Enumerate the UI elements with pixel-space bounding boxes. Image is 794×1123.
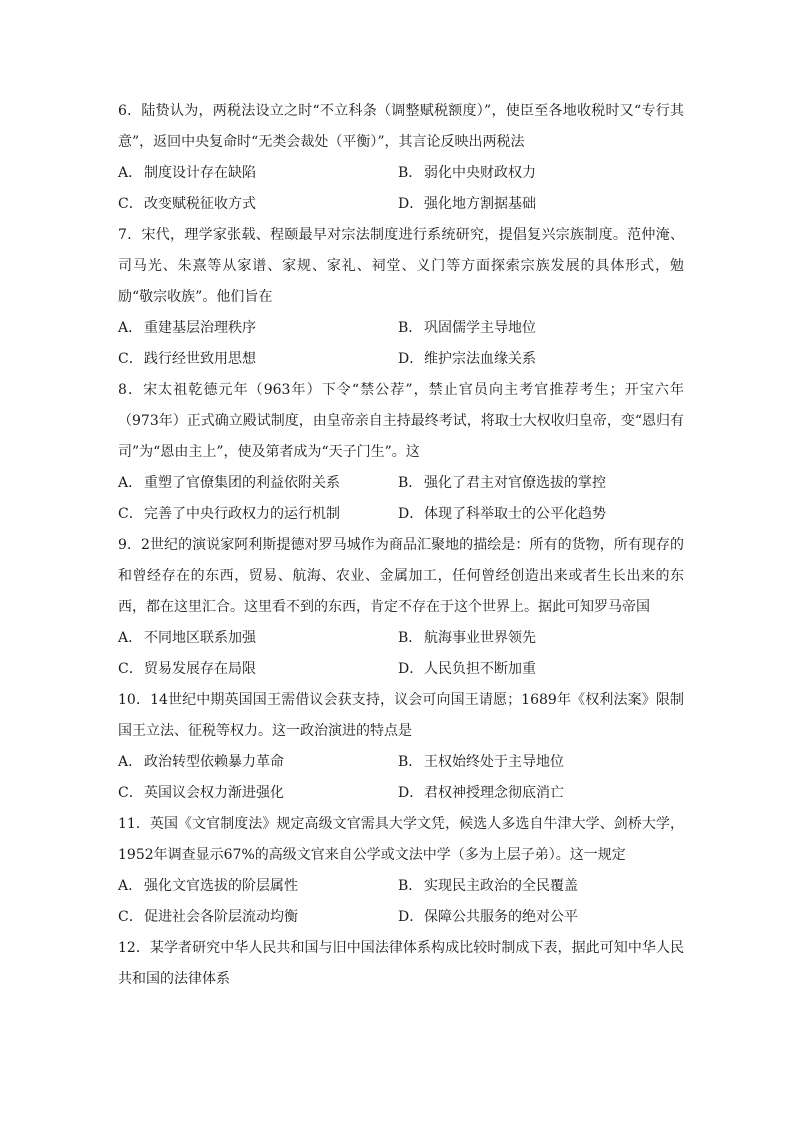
question-11 xyxy=(118,809,684,933)
option-text: 巩固儒学主导地位 xyxy=(424,320,536,336)
option-text: 制度设计存在缺陷 xyxy=(144,165,256,181)
option-d xyxy=(398,344,678,375)
option-a xyxy=(118,158,398,189)
option-d xyxy=(398,499,678,530)
option-list xyxy=(118,871,684,933)
option-b xyxy=(398,313,678,344)
option-text: 改变赋税征收方式 xyxy=(144,196,256,212)
option-text: 君权神授理念彻底消亡 xyxy=(424,785,564,801)
option-letter: C． xyxy=(118,661,143,677)
option-a xyxy=(118,468,398,499)
option-letter: B． xyxy=(398,630,423,646)
option-d xyxy=(398,902,678,933)
option-letter: A． xyxy=(118,165,143,181)
option-letter: A． xyxy=(118,475,143,491)
option-letter: B． xyxy=(398,320,423,336)
option-c xyxy=(118,344,398,375)
option-text: 重建基层治理秩序 xyxy=(144,320,256,336)
option-a xyxy=(118,871,398,902)
option-b xyxy=(398,158,678,189)
exam-page xyxy=(118,96,684,995)
question-stem: 11．英国《文官制度法》规定高级文官需具大学文凭，候选人多选自牛津大学、剑桥大学，1952年调查显示67%的高级文官来自公学或文法中学（多为上层子弟）。这一规定 xyxy=(118,816,684,863)
option-list xyxy=(118,623,684,685)
option-d xyxy=(398,654,678,685)
option-letter: C． xyxy=(118,506,143,522)
option-list xyxy=(118,158,684,220)
option-text: 实现民主政治的全民覆盖 xyxy=(424,878,578,894)
option-c xyxy=(118,499,398,530)
option-c xyxy=(118,778,398,809)
question-6 xyxy=(118,96,684,220)
option-letter: D． xyxy=(398,196,424,212)
question-10 xyxy=(118,685,684,809)
option-text: 不同地区联系加强 xyxy=(144,630,256,646)
option-text: 英国议会权力渐进强化 xyxy=(144,785,284,801)
option-d xyxy=(398,189,678,220)
option-letter: D． xyxy=(398,661,424,677)
option-text: 维护宗法血缘关系 xyxy=(424,351,536,367)
option-b xyxy=(398,623,678,654)
option-text: 人民负担不断加重 xyxy=(424,661,536,677)
option-text: 弱化中央财政权力 xyxy=(424,165,536,181)
option-a xyxy=(118,747,398,778)
option-text: 践行经世致用思想 xyxy=(144,351,256,367)
option-text: 完善了中央行政权力的运行机制 xyxy=(144,506,340,522)
option-letter: B． xyxy=(398,754,423,770)
option-text: 贸易发展存在局限 xyxy=(144,661,256,677)
option-text: 王权始终处于主导地位 xyxy=(424,754,564,770)
option-text: 强化地方割据基础 xyxy=(424,196,536,212)
option-list xyxy=(118,468,684,530)
option-d xyxy=(398,778,678,809)
option-c xyxy=(118,654,398,685)
question-stem: 6．陆贽认为，两税法设立之时“不立科条（调整赋税额度）”，使臣至各地收税时又“专行其意”，返回中央复命时“无类会裁处（平衡）”，其言论反映出两税法 xyxy=(118,103,684,150)
option-letter: A． xyxy=(118,878,143,894)
option-text: 强化了君主对官僚选拔的掌控 xyxy=(424,475,606,491)
option-text: 体现了科举取士的公平化趋势 xyxy=(424,506,606,522)
option-c xyxy=(118,189,398,220)
option-letter: C． xyxy=(118,196,143,212)
option-c xyxy=(118,902,398,933)
option-letter: B． xyxy=(398,878,423,894)
option-letter: A． xyxy=(118,754,143,770)
option-letter: C． xyxy=(118,785,143,801)
option-letter: C． xyxy=(118,351,143,367)
option-b xyxy=(398,871,678,902)
option-b xyxy=(398,747,678,778)
option-letter: D． xyxy=(398,785,424,801)
question-12 xyxy=(118,933,684,995)
question-stem: 9．2世纪的演说家阿利斯提德对罗马城作为商品汇聚地的描绘是：所有的货物，所有现存的和曾经存在的东西，贸易、航海、农业、金属加工，任何曾经创造出来或者生长出来的东西，都在这里汇合。这里看不到的东西，肯定不存在于这个世界上。据此可知罗马帝国 xyxy=(118,537,684,615)
option-b xyxy=(398,468,678,499)
option-letter: A． xyxy=(118,630,143,646)
option-list xyxy=(118,747,684,809)
option-letter: D． xyxy=(398,909,424,925)
option-letter: D． xyxy=(398,351,424,367)
question-stem: 10．14世纪中期英国国王需借议会获支持，议会可向国王请愿；1689年《权利法案》限制国王立法、征税等权力。这一政治演进的特点是 xyxy=(118,692,684,739)
option-list xyxy=(118,313,684,375)
option-letter: C． xyxy=(118,909,143,925)
option-text: 重塑了官僚集团的利益依附关系 xyxy=(144,475,340,491)
option-letter: A． xyxy=(118,320,143,336)
option-a xyxy=(118,313,398,344)
question-stem: 8．宋太祖乾德元年（963年）下令“禁公荐”，禁止官员向主考官推荐考生；开宝六年（973年）正式确立殿试制度，由皇帝亲自主持最终考试，将取士大权收归皇帝，变“恩归有司”为“恩由主上”，使及第者成为“天子门生”。这 xyxy=(118,382,684,460)
option-letter: B． xyxy=(398,475,423,491)
option-text: 保障公共服务的绝对公平 xyxy=(424,909,578,925)
question-8 xyxy=(118,375,684,530)
option-text: 航海事业世界领先 xyxy=(424,630,536,646)
option-letter: D． xyxy=(398,506,424,522)
question-7 xyxy=(118,220,684,375)
question-stem: 12．某学者研究中华人民共和国与旧中国法律体系构成比较时制成下表，据此可知中华人民共和国的法律体系 xyxy=(118,940,684,987)
question-stem: 7．宋代，理学家张载、程颐最早对宗法制度进行系统研究，提倡复兴宗族制度。范仲淹、司马光、朱熹等从家谱、家规、家礼、祠堂、义门等方面探索宗族发展的具体形式，勉励“敬宗收族”。他们旨在 xyxy=(118,227,684,305)
option-letter: B． xyxy=(398,165,423,181)
option-text: 促进社会各阶层流动均衡 xyxy=(144,909,298,925)
option-text: 强化文官选拔的阶层属性 xyxy=(144,878,298,894)
option-a xyxy=(118,623,398,654)
question-9 xyxy=(118,530,684,685)
option-text: 政治转型依赖暴力革命 xyxy=(144,754,284,770)
